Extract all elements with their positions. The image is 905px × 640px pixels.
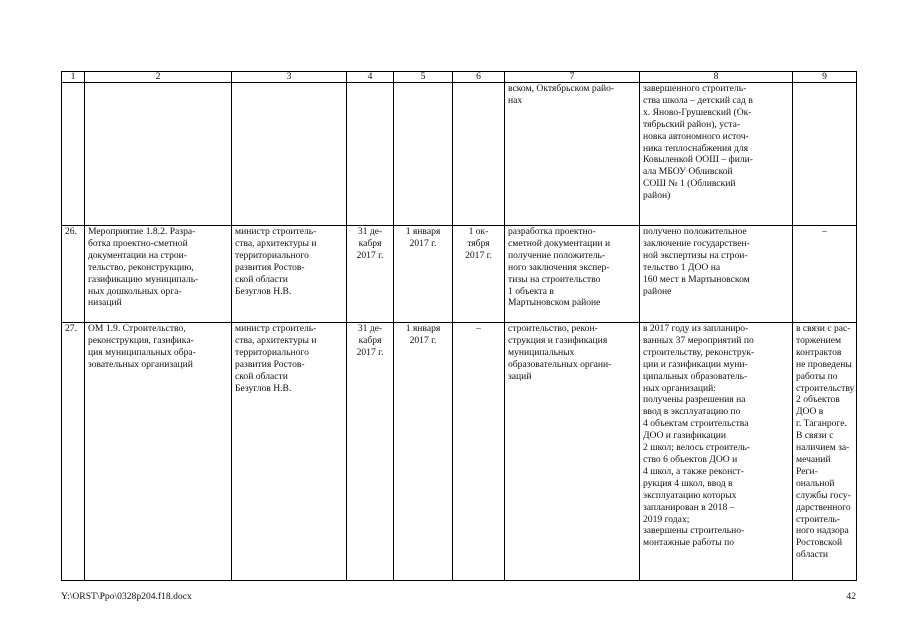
plan-end-date-cell: 31 де- кабря 2017 г. xyxy=(347,226,394,323)
event-name-cell: Мероприятие 1.8.2. Разра- ботка проектно-сметной документации на строи- тельство, реконструкцию, газификацию муниципаль- ных дошкольных орга- низаций xyxy=(85,226,232,323)
column-number: 9 xyxy=(793,72,857,83)
planned-result-cell: строительство, рекон- струкция и газификация муниципальных образовательных органи- заций xyxy=(505,323,640,581)
table-row xyxy=(62,226,857,323)
row-number-cell: 26. xyxy=(62,226,85,323)
reason-cell: в связи с рас- торжением контрактов не проведены работы по строительству 2 объектов ДОО в г. Таганроге. В связи с наличием за- мечаний Реги- ональной службы госу- дарственного строитель- ного надзора Ростовской области xyxy=(793,323,857,581)
event-name-cell: ОМ 1.9. Строительство, реконструкция, газифика- ция муниципальных обра- зовательных организаций xyxy=(85,323,232,581)
column-number-row xyxy=(62,72,857,83)
row-number-cell: 27. xyxy=(62,323,85,581)
column-number: 7 xyxy=(505,72,640,83)
actual-result-cell: в 2017 году из запланиро- ванных 37 мероприятий по строительству, реконструк- ции и газификации муни- ципальных образователь- ных организаций: получены разрешения на ввод в эксплуатацию по 4 объектам строительства ДОО и газификации 2 школ; велось строитель- ство 6 объектов ДОО и 4 школ, а также реконст- рукция 4 школ, ввод в эксплуатацию которых запланирован в 2018 – 2019 годах; завершены строительно- монтажные работы по xyxy=(640,323,793,581)
end-date-cell: – xyxy=(453,323,505,581)
column-number: 3 xyxy=(232,72,347,83)
start-date-cell: 1 января 2017 г. xyxy=(394,226,453,323)
planned-result-cell: разработка проектно- сметной документации и получение положитель- ного заключения экспер- тизы на строительство 1 объекта в Мартыновском районе xyxy=(505,226,640,323)
column-number: 4 xyxy=(347,72,394,83)
actual-result-cell: получено положительное заключение государствен- ной экспертизы на строи- тельство 1 ДОО на 160 мест в Мартыновском районе xyxy=(640,226,793,323)
plan-end-date-cell: 31 де- кабря 2017 г. xyxy=(347,323,394,581)
event-name-cell xyxy=(85,83,232,226)
plan-end-date-cell xyxy=(347,83,394,226)
report-table xyxy=(61,71,857,581)
reason-cell: – xyxy=(793,226,857,323)
responsible-cell: министр строитель- ства, архитектуры и территориального развития Ростов- ской области Безуглов Н.В. xyxy=(232,226,347,323)
table-row xyxy=(62,323,857,581)
file-path-footer: Y:\ORST\Ppo\0328p204.f18.docx xyxy=(61,591,192,602)
column-number: 2 xyxy=(85,72,232,83)
end-date-cell: 1 ок- тября 2017 г. xyxy=(453,226,505,323)
end-date-cell xyxy=(453,83,505,226)
column-number: 5 xyxy=(394,72,453,83)
actual-result-cell: завершенного строитель- ства школа – детский сад в х. Яново-Грушевский (Ок- тябрьский район), уста- новка автономного источ- ника теплоснабжения для Ковыленкой ООШ – фили- ала МБОУ Обливской СОШ № 1 (Обливский район) xyxy=(640,83,793,226)
page-number: 42 xyxy=(846,591,856,602)
row-number-cell xyxy=(62,83,85,226)
responsible-cell: министр строитель- ства, архитектуры и территориального развития Ростов- ской области Безуглов Н.В. xyxy=(232,323,347,581)
column-number: 6 xyxy=(453,72,505,83)
column-number: 8 xyxy=(640,72,793,83)
planned-result-cell: вском, Октябрьском райо- нах xyxy=(505,83,640,226)
responsible-cell xyxy=(232,83,347,226)
reason-cell xyxy=(793,83,857,226)
start-date-cell xyxy=(394,83,453,226)
column-number: 1 xyxy=(62,72,85,83)
start-date-cell: 1 января 2017 г. xyxy=(394,323,453,581)
table-row xyxy=(62,83,857,226)
